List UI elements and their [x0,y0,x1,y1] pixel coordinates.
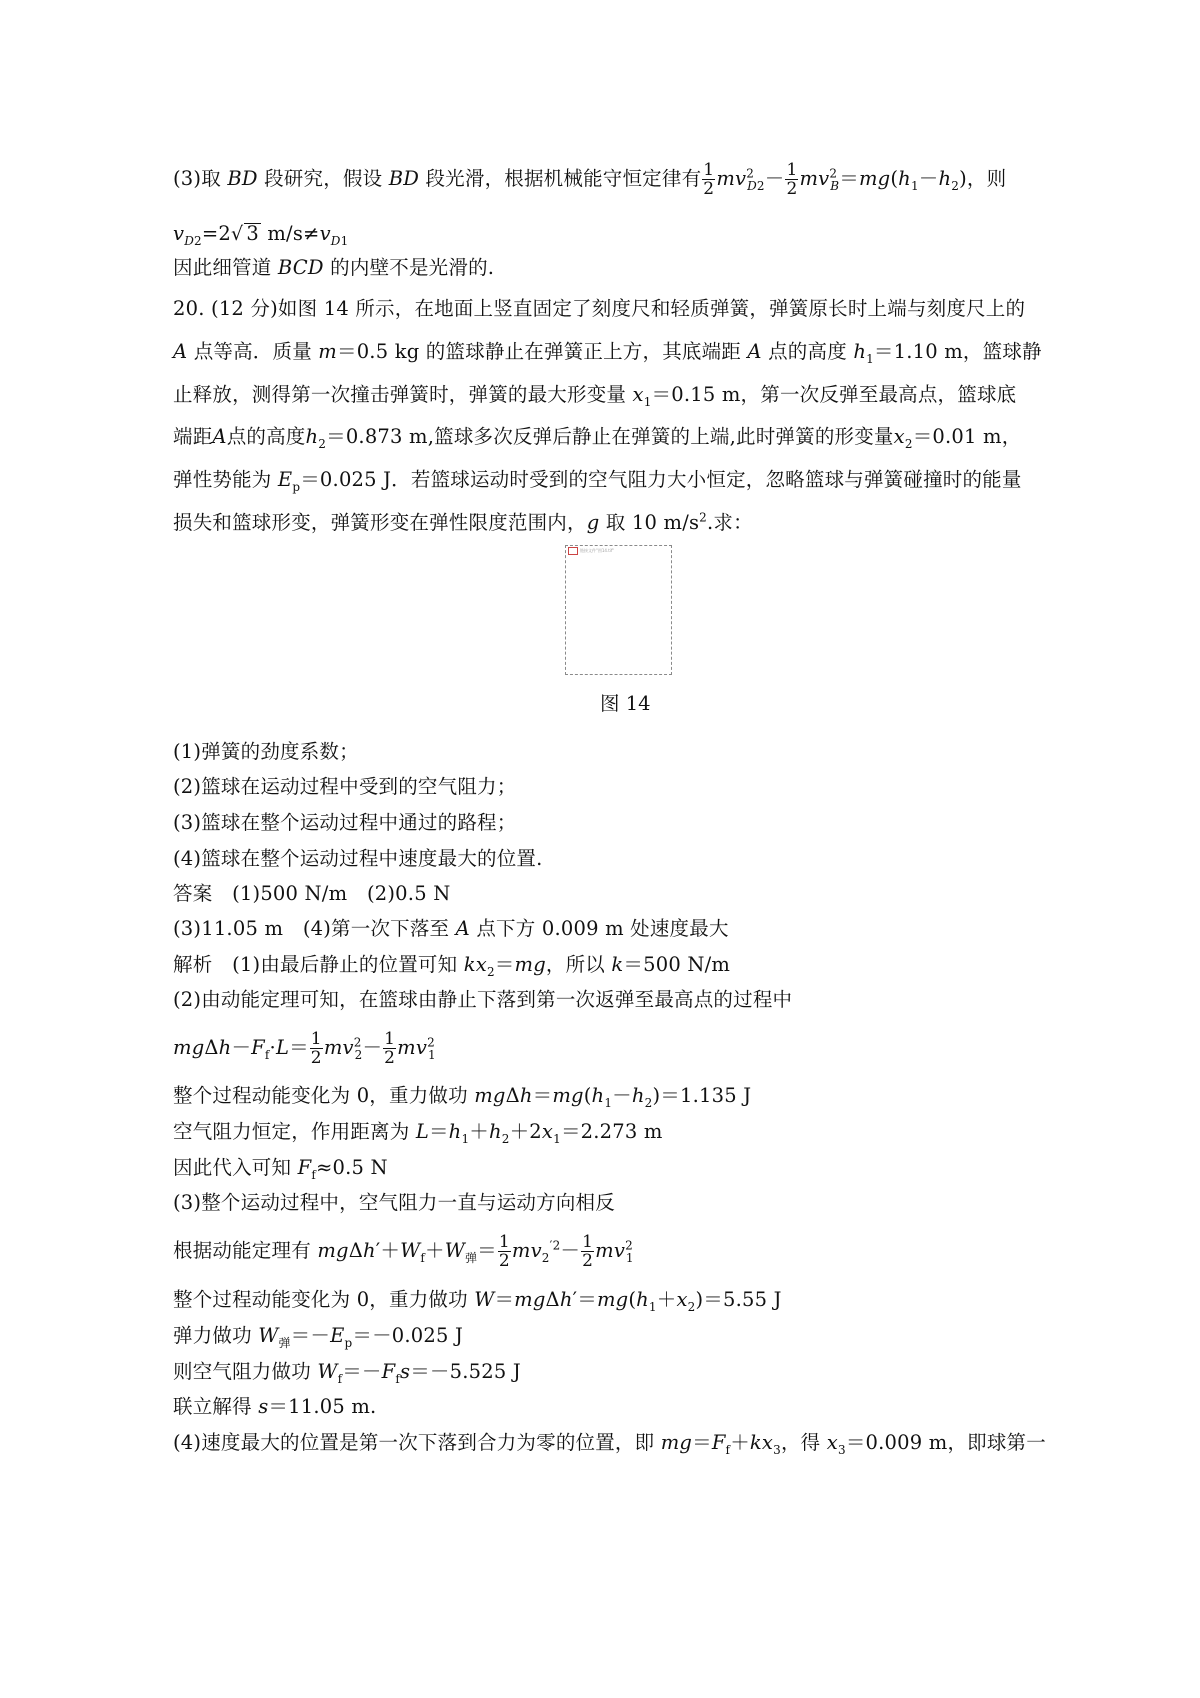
solution-line: 弹力做功 $W_弹=-E_p=-0.025$ J [173,1324,464,1350]
solution-equation: $mg\Delta h-F_f\cdot L=$ $\frac{1}{2}$ $mv^2_2-$ $\frac{1}{2}$ $mv^2_1$ [173,1029,436,1068]
solution-line: 解析 (1)由最后静止的位置可知 $kx_2=mg$，所以 k＝500 N/m [173,953,731,979]
sub-question-3: (3)篮球在整个运动过程中通过的路程； [173,811,517,834]
solution-equation: 根据动能定理有 $mg\Delta h'+W_f+W_弹=$ $\frac{1}{2}$ $mv_2^{'2}-$ $\frac{1}{2}$ $mv^2_1$ [173,1232,634,1271]
sub-question-4: (4)篮球在整个运动过程中速度最大的位置. [173,847,543,870]
question-stem: 20. (12 分)如图 14 所示，在地面上竖直固定了刻度尺和轻质弹簧，弹簧原长时上端与刻度尺上的 [173,297,1026,320]
broken-image-icon [568,547,578,555]
sub-question-2: (2)篮球在运动过程中受到的空气阻力； [173,775,517,798]
figure-14-image [565,545,672,675]
figure-caption: 图 14 [600,692,651,715]
solution-line: 因此代入可知 $F_f\approx 0.5$ N [173,1156,388,1182]
question-stem: A 点等高．质量 m＝0.5 kg 的篮球静止在弹簧正上方，其底端距 A 点的高度 $h_1=1.10$ m，篮球静 [173,340,1042,366]
solution-line: 整个过程动能变化为 0，重力做功 $mg\Delta h=mg(h_1-h_2)=1.135$ J [173,1084,752,1110]
question-stem: 端距A点的高度$h_2=0.873$ m,篮球多次反弹后静止在弹簧的上端,此时弹簧的形变量$x_2=0.01$ m， [173,425,1022,451]
question-stem: 弹性势能为 $E_p=0.025$ J．若篮球运动时受到的空气阻力大小恒定，忽略篮球与弹簧碰撞时的能量 [173,468,1022,494]
solution-line: 联立解得 s＝11.05 m. [173,1395,377,1418]
paragraph-line: 因此细管道 BCD 的内壁不是光滑的. [173,256,495,279]
question-stem: 止释放，测得第一次撞击弹簧时，弹簧的最大形变量 $x_1=0.15$ m，第一次反弹至最高点，篮球底 [173,383,1017,409]
solution-line: (2)由动能定理可知，在篮球由静止下落到第一次返弹至最高点的过程中 [173,988,793,1011]
solution-line: 空气阻力恒定，作用距离为 $L=h_1+h_2+2x_1=2.273$ m [173,1120,663,1146]
paragraph-line: (3)取 BD 段研究，假设 BD 段光滑，根据机械能守恒定律有 $\frac{1}{2}$ $mv^2_{D2}-$ $\frac{1}{2}$ $mv^2_B=mg(h_1-h_2)$，则 [173,160,1007,199]
paragraph-line: $v_{D2}=2√$ 3 $m/s\ne v_{D1}$ [173,222,349,248]
solution-line: (3)整个运动过程中，空气阻力一直与运动方向相反 [173,1191,615,1214]
solution-line: (4)速度最大的位置是第一次下落到合力为零的位置，即 $mg=F_f+kx_3$，得 $x_3=0.009$ m，即球第一 [173,1431,1046,1457]
answer-line: (3)11.05 m (4)第一次下落至 A 点下方 0.009 m 处速度最大 [173,917,729,940]
solution-line: 则空气阻力做功 $W_f=-F_fs=-5.525$ J [173,1360,521,1386]
answer-line: 答案 (1)500 N/m (2)0.5 N [173,882,451,905]
figure-placeholder-text: 链接文件"图14.tif" [580,548,615,553]
solution-line: 整个过程动能变化为 0，重力做功 $W=mg\Delta h'=mg(h_1+x_2)=5.55$ J [173,1288,782,1314]
question-stem: 损失和篮球形变，弹簧形变在弹性限度范围内，g 取 10 $m/s^2$.求： [173,510,753,534]
sub-question-1: (1)弹簧的劲度系数； [173,740,359,763]
